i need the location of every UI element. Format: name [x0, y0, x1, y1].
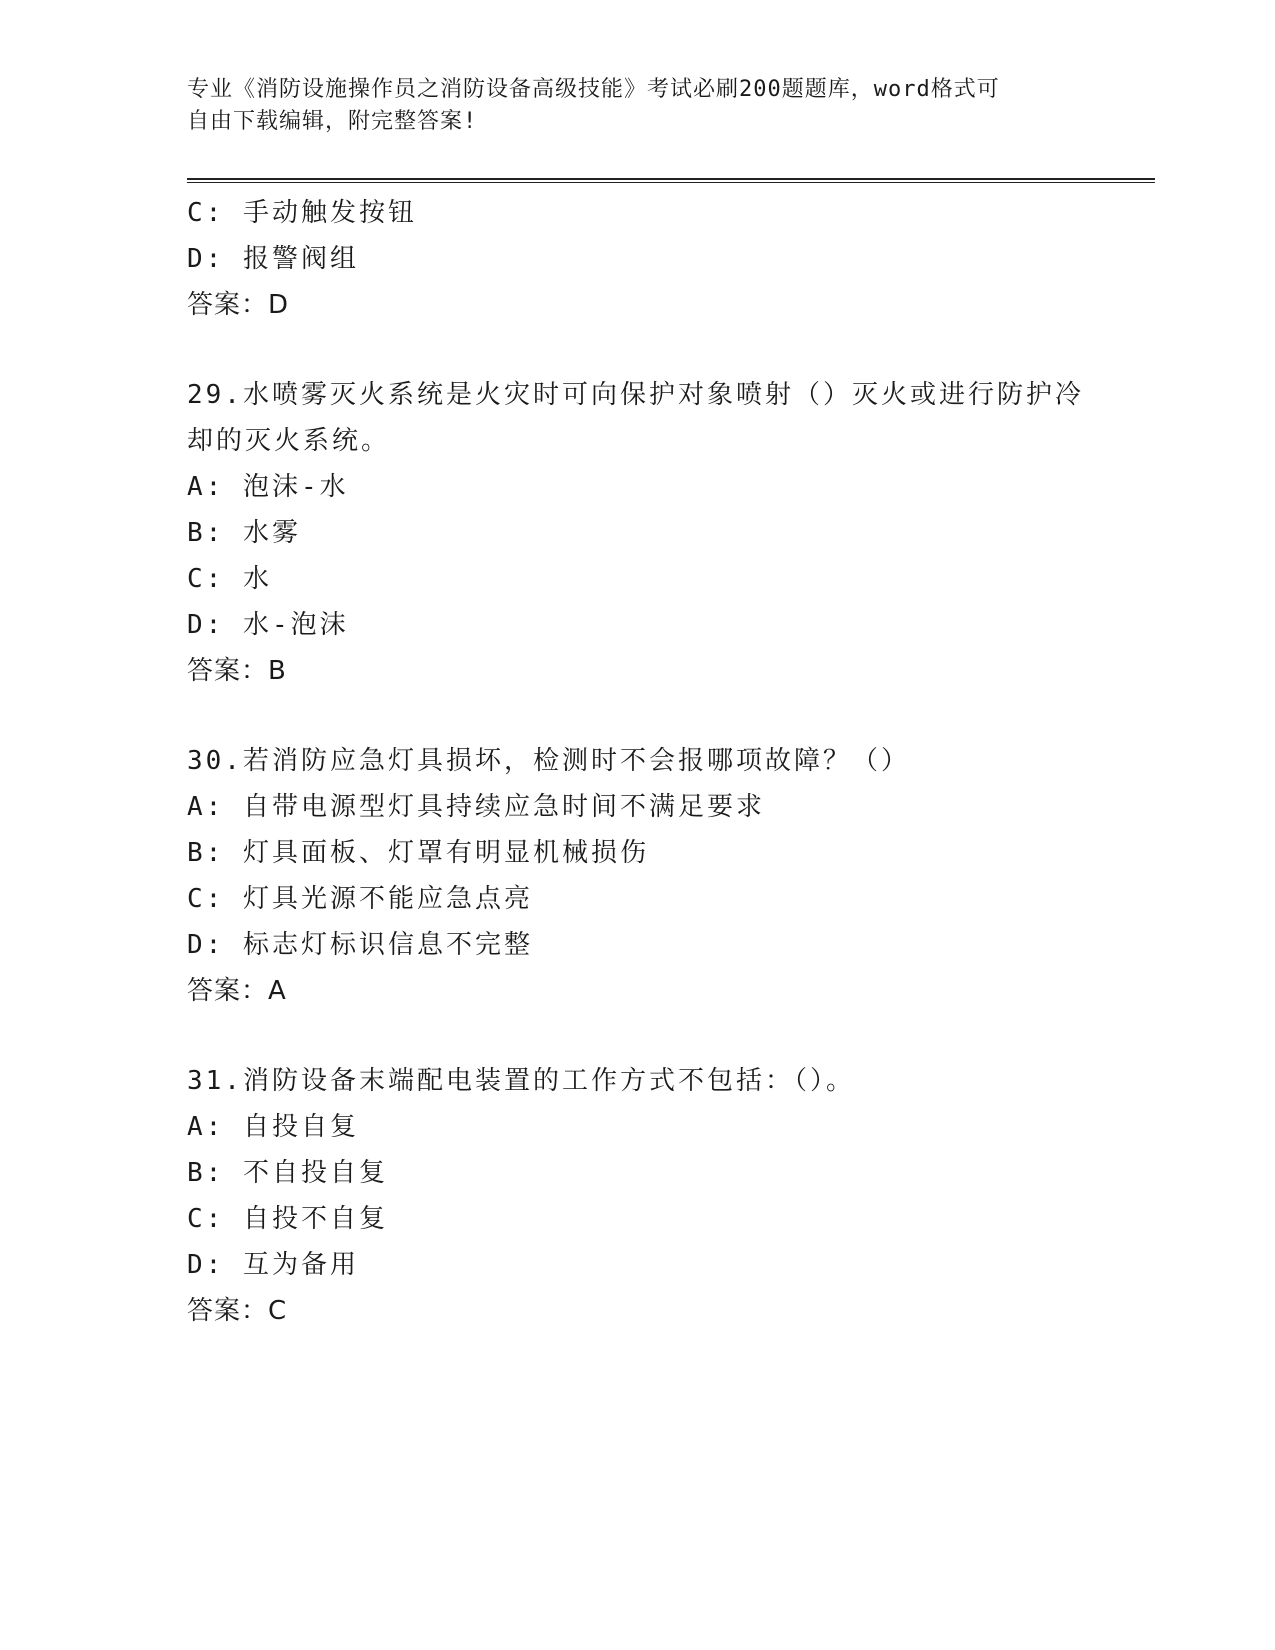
answer-line: 答案：D [187, 290, 290, 320]
option-d: D: 水-泡沫 [187, 610, 349, 640]
option-c: C: 自投不自复 [187, 1204, 388, 1234]
question-29 [187, 372, 1147, 694]
option-c: C: 灯具光源不能应急点亮 [187, 884, 533, 914]
question-text: 30.若消防应急灯具损坏，检测时不会报哪项故障？（） [187, 746, 910, 776]
question-text: 31.消防设备末端配电装置的工作方式不包括：（）。 [187, 1066, 855, 1096]
option-c: C: 水 [187, 564, 272, 594]
question-list [187, 190, 1147, 1334]
option-c: C: 手动触发按钮 [187, 198, 417, 228]
option-b: B: 水雾 [187, 518, 301, 548]
option-b: B: 不自投自复 [187, 1158, 388, 1188]
question-31 [187, 1058, 1147, 1334]
answer-line: 答案：A [187, 976, 287, 1006]
header-title-line-2: 自由下载编辑，附完整答案! [187, 109, 478, 134]
option-d: D: 报警阀组 [187, 244, 359, 274]
option-a: A: 自带电源型灯具持续应急时间不满足要求 [187, 792, 765, 822]
question-text: 29.水喷雾灭火系统是火灾时可向保护对象喷射（）灭火或进行防护冷却的灭火系统。 [187, 380, 1084, 456]
answer-line: 答案：C [187, 1296, 288, 1326]
partial-question-28 [187, 190, 1147, 328]
option-d: D: 互为备用 [187, 1250, 359, 1280]
option-b: B: 灯具面板、灯罩有明显机械损伤 [187, 838, 649, 868]
header-title-line-1: 专业《消防设施操作员之消防设备高级技能》考试必刷200题题库，word格式可 [187, 77, 1000, 102]
option-a: A: 自投自复 [187, 1112, 359, 1142]
question-30 [187, 738, 1147, 1014]
option-a: A: 泡沫-水 [187, 472, 349, 502]
header-divider [187, 178, 1155, 183]
option-d: D: 标志灯标识信息不完整 [187, 930, 533, 960]
answer-line: 答案：B [187, 656, 287, 686]
page-header [187, 74, 1067, 138]
